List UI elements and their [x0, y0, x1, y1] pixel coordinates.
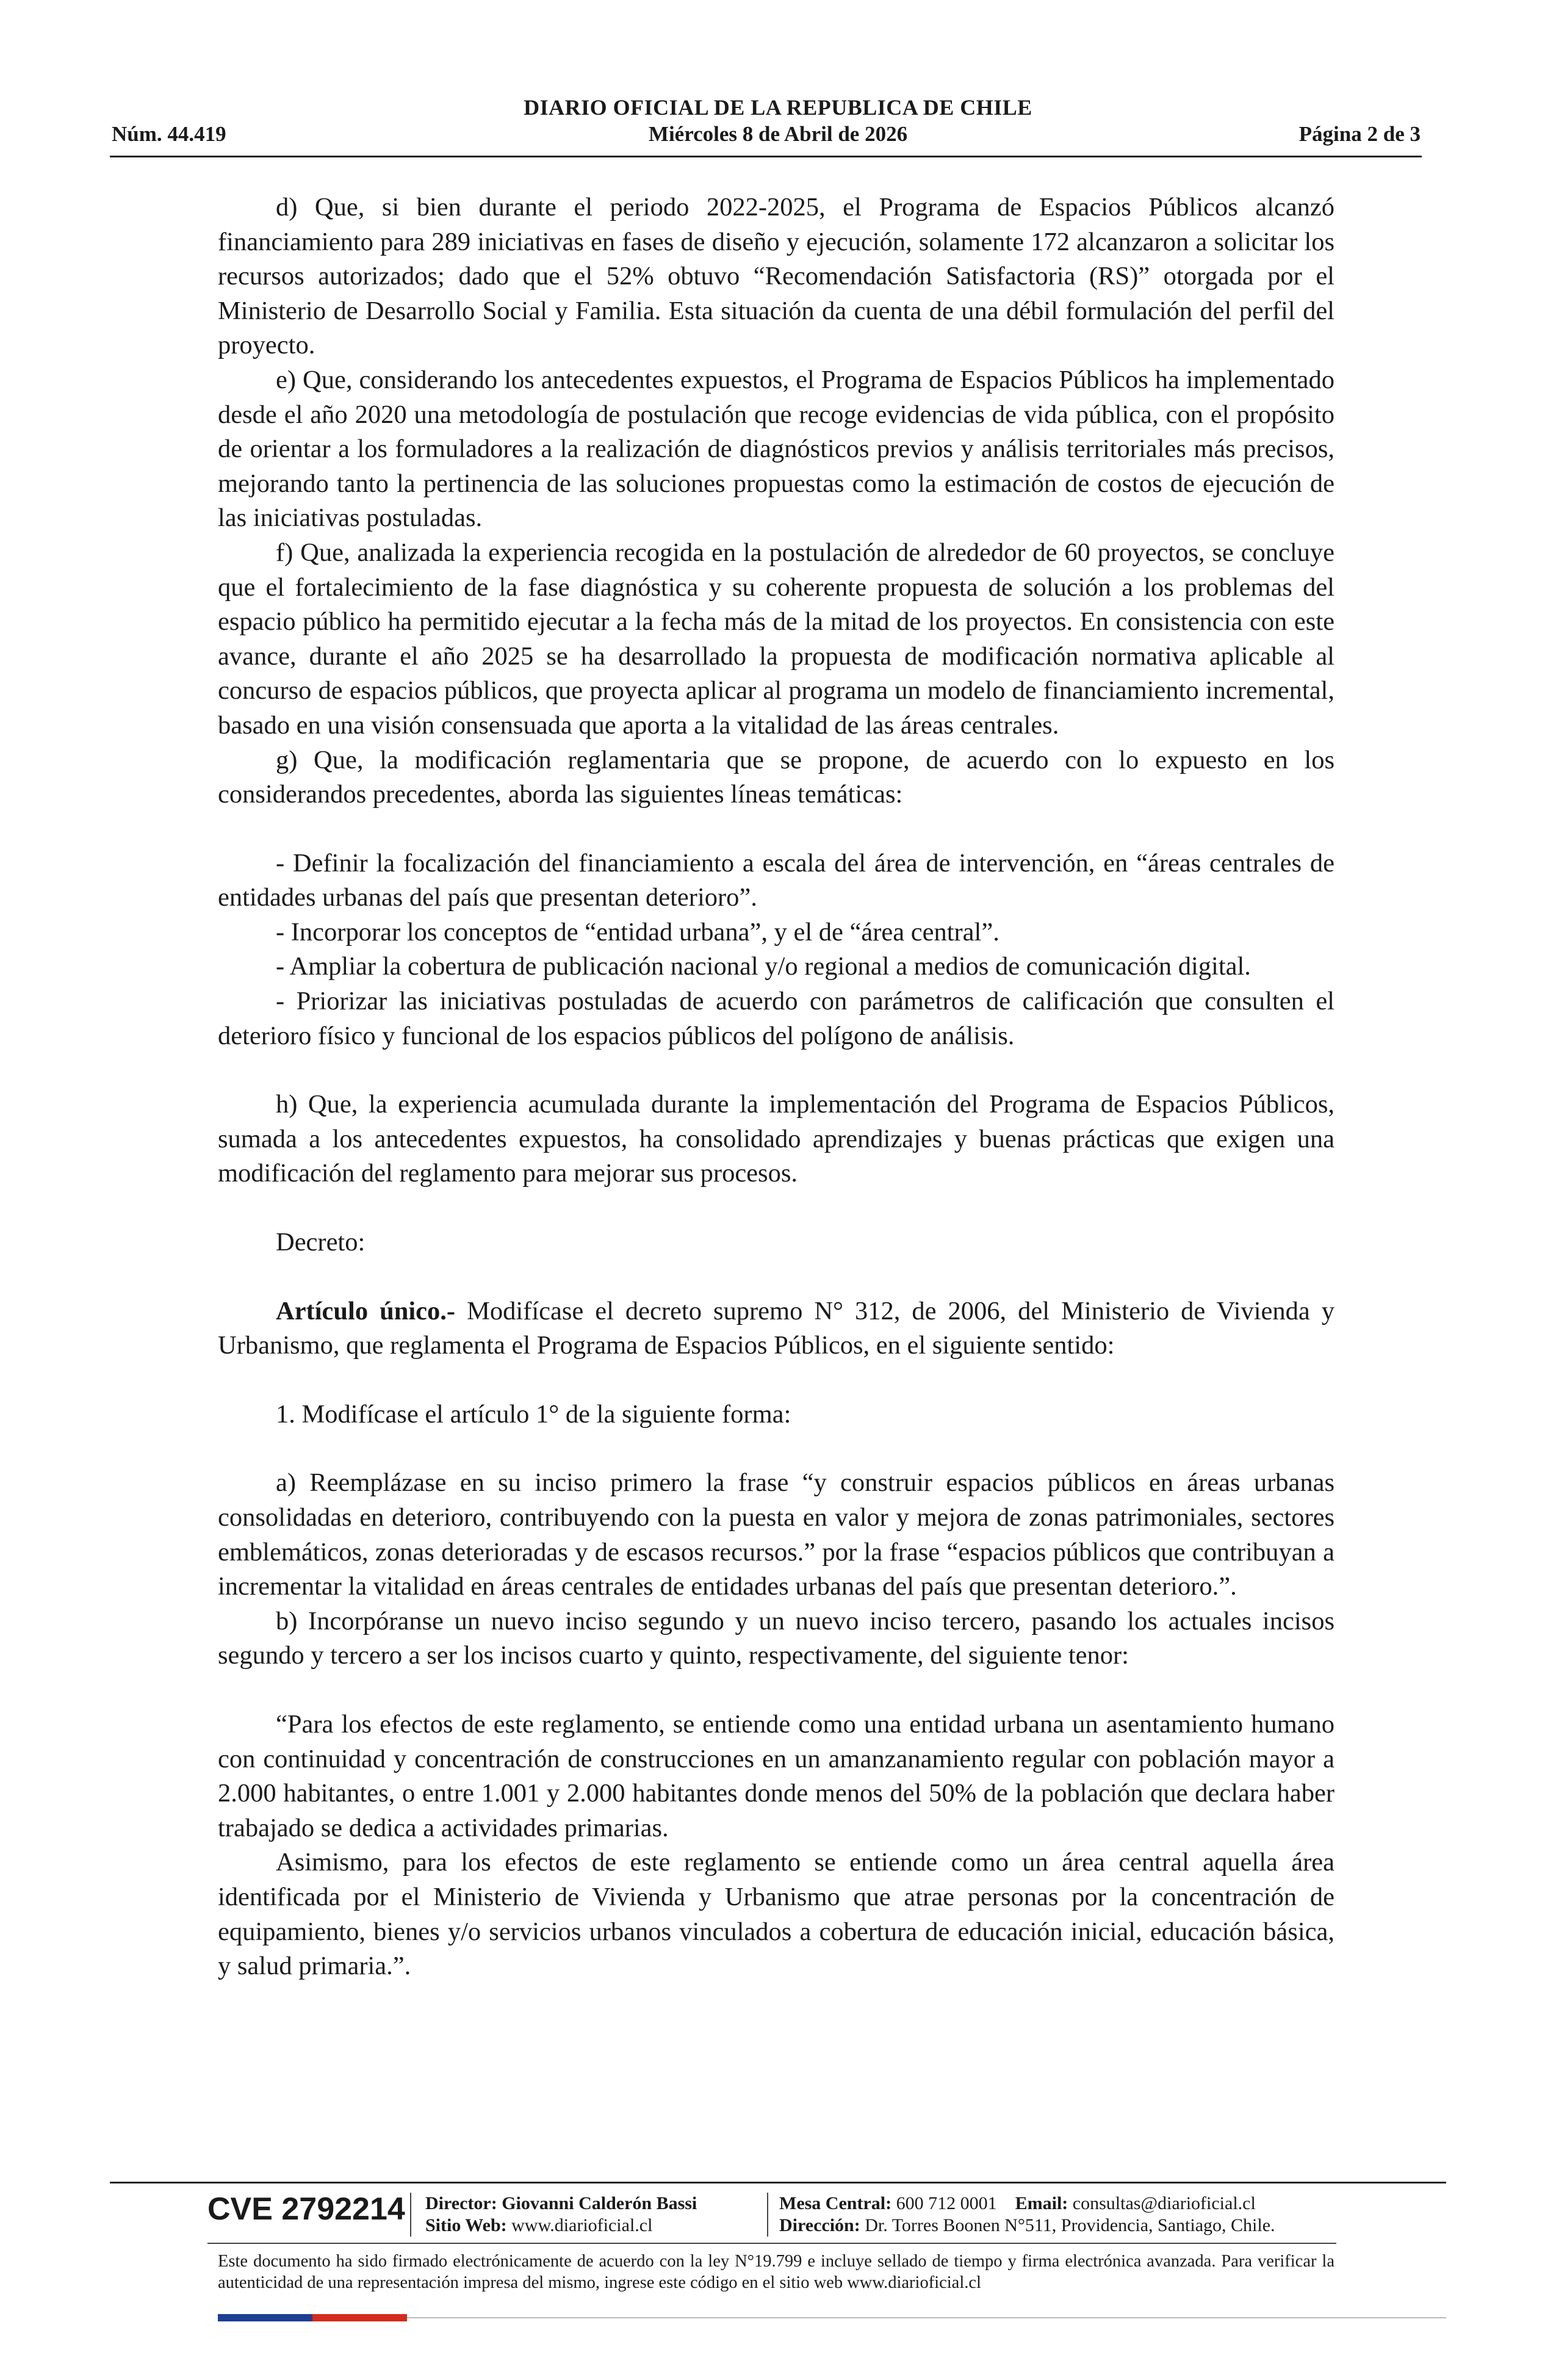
- bullet-item: - Definir la focalización del financiamiento a escala del área de intervención, en “áreas centrales de entidades urbanas del país que presentan deterioro”.: [218, 848, 1334, 912]
- decreto-heading: Decreto:: [276, 1228, 366, 1257]
- paragraph-e: e) Que, considerando los antecedentes expuestos, el Programa de Espacios Públicos ha implementado desde el año 2020 una metodología de postulación que recoge evidencias de vida pública, con el propósito de orientar a los formuladores a la realización de diagnósticos previos y análisis territoriales más precisos, mejorando tanto la pertinencia de las soluciones propuestas como la estimación de costos de ejecución de las iniciativas postuladas.: [218, 365, 1334, 533]
- footer-separator: [410, 2193, 411, 2237]
- paragraph-f: f) Que, analizada la experiencia recogida en la postulación de alrededor de 60 proyectos, se concluye que el fortalecimiento de la fase diagnóstica y su coherente propuesta de solución a los problemas del espacio público ha permitido ejecutar a la fecha más de la mitad de los proyectos. En consistencia con este avance, durante el año 2025 se ha desarrollado la propuesta de modificación normativa aplicable al concurso de espacios públicos, que proyecta aplicar al programa un modelo de financiamiento incremental, basado en una visión consensuada que aporta a la vitalidad de las áreas centrales.: [218, 538, 1334, 740]
- issue-date: Miércoles 8 de Abril de 2026: [648, 122, 908, 146]
- address-label: Dirección:: [779, 2215, 860, 2235]
- address-text: Dr. Torres Boonen N°511, Providencia, Santiago, Chile.: [865, 2215, 1275, 2235]
- spacer: [218, 812, 1334, 846]
- mesa-phone: 600 712 0001: [896, 2193, 997, 2213]
- paragraph-d: d) Que, si bien durante el periodo 2022-2025, el Programa de Espacios Públicos alcanzó financiamiento para 289 iniciativas en fases de diseño y ejecución, solamente 172 alcanzaron a solicitar los recursos autorizados; dado que el 52% obtuvo “Recomendación Satisfactoria (RS)” otorgada por el Ministerio de Desarrollo Social y Familia. Esta situación da cuenta de una débil formulación del perfil del proyecto.: [218, 193, 1334, 360]
- page-indicator: Página 2 de 3: [1298, 122, 1421, 146]
- director-name: Giovanni Calderón Bassi: [502, 2193, 697, 2213]
- director-label: Director:: [425, 2193, 497, 2213]
- item-a: a) Reemplázase en su inciso primero la frase “y construir espacios públicos en áreas urbanas consolidadas en deterioro, contribuyendo con la puesta en valor y mejora de zonas patrimoniales, sectores emblemáticos, zonas deterioradas y de escasos recursos.” por la frase “espacios públicos que contribuyan a incrementar la vitalidad en áreas centrales de entidades urbanas del país que presentan deterioro.”.: [218, 1468, 1334, 1601]
- header-divider: [110, 156, 1422, 157]
- flag-bar-red: [312, 2314, 407, 2321]
- web-label: Sitio Web:: [425, 2215, 507, 2235]
- bullet-item: - Priorizar las iniciativas postuladas de acuerdo con parámetros de calificación que consulten el deterioro físico y funcional de los espacios públicos del polígono de análisis.: [218, 987, 1334, 1050]
- mesa-label: Mesa Central:: [779, 2193, 892, 2213]
- spacer: [218, 1432, 1334, 1466]
- bullet-item: - Incorporar los conceptos de “entidad urbana”, y el de “área central”.: [276, 917, 1000, 947]
- spacer: [218, 1673, 1334, 1707]
- quote-paragraph-1: “Para los efectos de este reglamento, se entiende como una entidad urbana un asentamiento humano con continuidad y concentración de construcciones en un amanzanamiento regular con población mayor a 2.000 habitantes, o entre 1.001 y 2.000 habitantes donde menos del 50% de la población que declara haber trabajado se dedica a actividades primarias.: [218, 1709, 1334, 1842]
- spacer: [218, 1260, 1334, 1294]
- quote-paragraph-2: Asimismo, para los efectos de este reglamento se entiende como un área central aquella área identificada por el Ministerio de Vivienda y Urbanismo que atrae personas por la concentración de equipamiento, bienes y/o servicios urbanos vinculados a cobertura de educación inicial, educación básica, y salud primaria.”.: [218, 1848, 1334, 1981]
- item-b: b) Incorpóranse un nuevo inciso segundo y un nuevo inciso tercero, pasando los actuales incisos segundo y tercero a ser los incisos cuarto y quinto, respectivamente, del siguiente tenor:: [218, 1606, 1334, 1670]
- spacer: [218, 1363, 1334, 1397]
- articulo-label: Artículo único.-: [276, 1296, 456, 1325]
- spacer: [218, 1053, 1334, 1087]
- bullet-item: - Ampliar la cobertura de publicación nacional y/o regional a medios de comunicación digital.: [276, 952, 1251, 981]
- email-link[interactable]: consultas@diarioficial.cl: [1072, 2193, 1256, 2213]
- issue-number: Núm. 44.419: [112, 122, 226, 146]
- footer-director-block: [425, 2193, 697, 2237]
- paragraph-g: g) Que, la modificación reglamentaria que se propone, de acuerdo con lo expuesto en los considerandos precedentes, aborda las siguientes líneas temáticas:: [218, 745, 1334, 809]
- document-body: [218, 190, 1334, 1984]
- legal-notice: Este documento ha sido firmado electrónicamente de acuerdo con la ley N°19.799 e incluye sellado de tiempo y firma electrónica avanzada. Para verificar la autenticidad de una representación impresa del mismo, ingrese este código en el sitio web www.diarioficial.cl: [218, 2252, 1334, 2292]
- footer-divider: [110, 2182, 1446, 2183]
- flag-bar-blue: [218, 2314, 312, 2321]
- cve-code: CVE 2792214: [207, 2191, 405, 2227]
- articulo-text: Modifícase el decreto supremo N° 312, de 2006, del Ministerio de Vivienda y Urbanismo, que reglamenta el Programa de Espacios Públicos, en el siguiente sentido:: [218, 1296, 1335, 1360]
- gazette-title: DIARIO OFICIAL DE LA REPUBLICA DE CHILE: [524, 95, 1032, 120]
- website-link[interactable]: www.diarioficial.cl: [511, 2215, 653, 2235]
- email-label: Email:: [1015, 2193, 1068, 2213]
- footer-divider-inner: [207, 2243, 1336, 2244]
- item-1: 1. Modifícase el artículo 1° de la siguiente forma:: [276, 1399, 791, 1429]
- paragraph-h: h) Que, la experiencia acumulada durante la implementación del Programa de Espacios Públicos, sumada a los antecedentes expuestos, ha consolidado aprendizajes y buenas prácticas que exigen una modificación del reglamento para mejorar sus procesos.: [218, 1090, 1334, 1188]
- spacer: [218, 1191, 1334, 1225]
- footer-separator: [767, 2193, 768, 2237]
- articulo-unico: [218, 1294, 1334, 1363]
- footer-contact-block: [779, 2193, 1275, 2237]
